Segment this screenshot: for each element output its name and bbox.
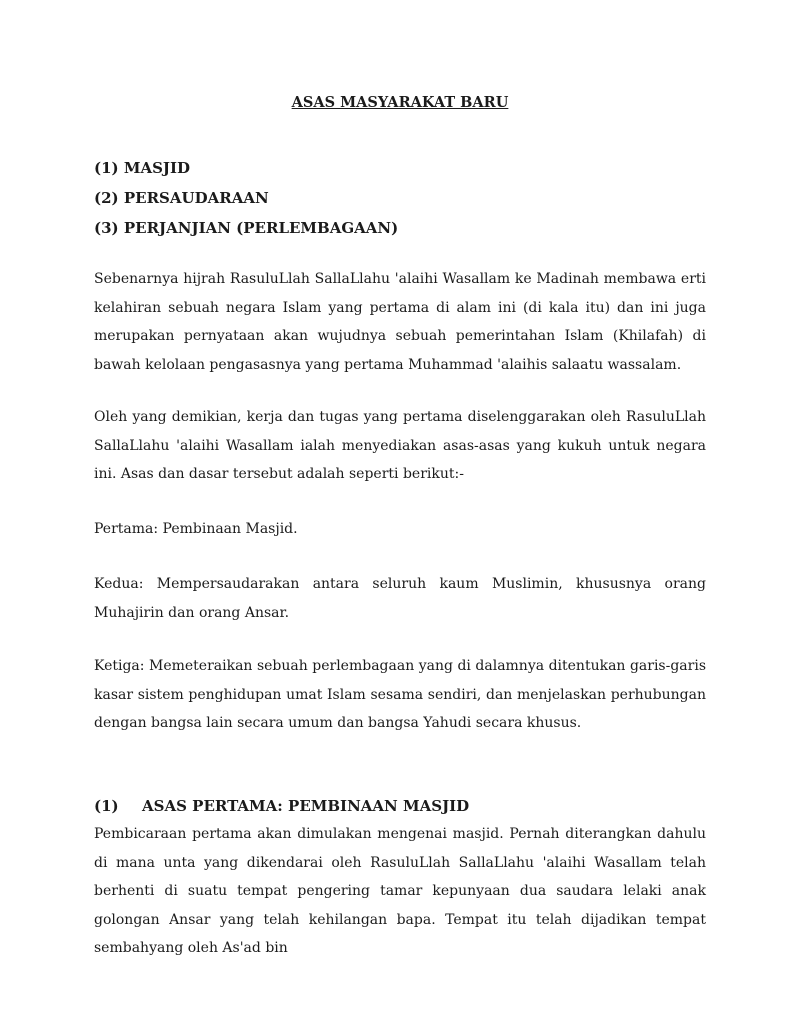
section-heading bbox=[94, 794, 469, 818]
section-number: (1) bbox=[94, 797, 119, 815]
outline-list bbox=[94, 153, 398, 243]
paragraph-kedua: Kedua: Mempersaudarakan antara seluruh kaum Muslimin, khususnya orang Muhajirin dan orang Ansar. bbox=[94, 576, 706, 621]
section-title: ASAS PERTAMA: PEMBINAAN MASJID bbox=[142, 797, 470, 815]
document-title: ASAS MASYARAKAT BARU bbox=[291, 94, 509, 111]
outline-item-masjid: (1) MASJID bbox=[94, 159, 191, 177]
outline-item-perjanjian: (3) PERJANJIAN (PERLEMBAGAAN) bbox=[94, 219, 399, 237]
paragraph-intro: Sebenarnya hijrah RasuluLlah SallaLlahu 'alaihi Wasallam ke Madinah membawa erti kelahiran sebuah negara Islam yang pertama di alam ini (di kala itu) dan ini juga merupakan pernyataan akan wujudnya sebuah pemerintahan Islam (Khilafah) di bawah kelolaan pengasasnya yang pertama Muhammad 'alaihis salaatu wassalam. bbox=[94, 271, 706, 373]
section-body: Pembicaraan pertama akan dimulakan mengenai masjid. Pernah diterangkan dahulu di mana unta yang dikendarai oleh RasuluLlah SallaLlahu 'alaihi Wasallam telah berhenti di suatu tempat pengering tamar kepunyaan dua saudara lelaki anak golongan Ansar yang telah kehilangan bapa. Tempat itu telah dijadikan tempat sembahyang oleh As'ad bin bbox=[94, 826, 706, 956]
paragraph-pertama: Pertama: Pembinaan Masjid. bbox=[94, 521, 298, 537]
paragraph-tasks: Oleh yang demikian, kerja dan tugas yang pertama diselenggarakan oleh RasuluLlah SallaLlahu 'alaihi Wasallam ialah menyediakan asas-asas yang kukuh untuk negara ini. Asas dan dasar tersebut adalah seperti berikut:- bbox=[94, 409, 706, 482]
paragraph-ketiga: Ketiga: Memeteraikan sebuah perlembagaan yang di dalamnya ditentukan garis-garis kasar sistem penghidupan umat Islam sesama sendiri, dan menjelaskan perhubungan dengan bangsa lain secara umum dan bangsa Yahudi secara khusus. bbox=[94, 658, 706, 731]
outline-item-persaudaraan: (2) PERSAUDARAAN bbox=[94, 189, 269, 207]
